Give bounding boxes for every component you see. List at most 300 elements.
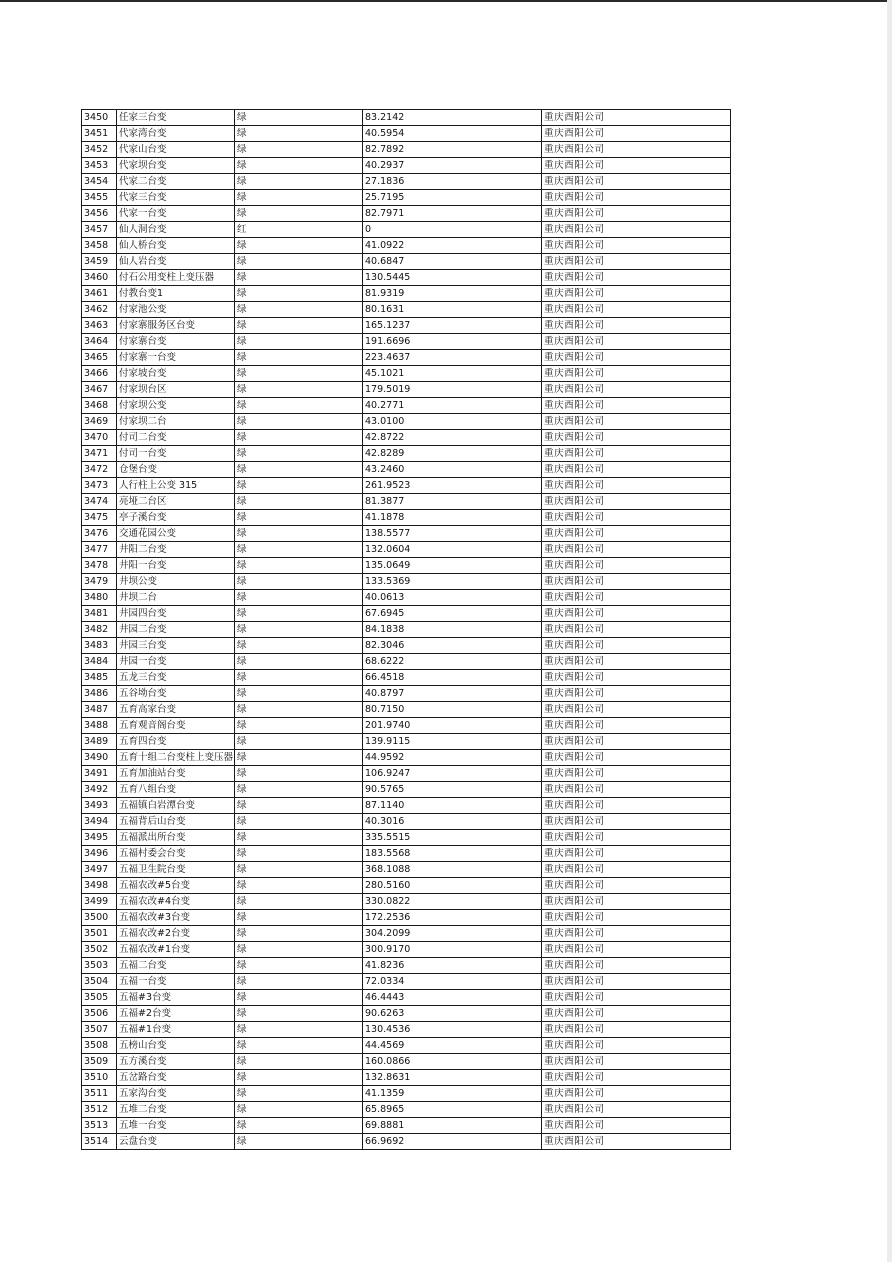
row-id-cell: 3503 — [82, 958, 117, 974]
company-cell: 重庆酉阳公司 — [542, 590, 731, 606]
value-cell: 87.1140 — [363, 798, 542, 814]
table-row — [82, 1038, 731, 1054]
transformer-name-cell: 代家三台变 — [117, 190, 235, 206]
row-id-cell: 3500 — [82, 910, 117, 926]
table-row — [82, 766, 731, 782]
row-id-cell: 3461 — [82, 286, 117, 302]
table-row — [82, 414, 731, 430]
value-cell: 135.0649 — [363, 558, 542, 574]
row-id-cell: 3472 — [82, 462, 117, 478]
transformer-name-cell: 五福一台变 — [117, 974, 235, 990]
table-row — [82, 862, 731, 878]
table-row — [82, 206, 731, 222]
value-cell: 42.8289 — [363, 446, 542, 462]
value-cell: 40.6847 — [363, 254, 542, 270]
value-cell: 66.4518 — [363, 670, 542, 686]
row-id-cell: 3479 — [82, 574, 117, 590]
transformer-name-cell: 五龙三台变 — [117, 670, 235, 686]
row-id-cell: 3451 — [82, 126, 117, 142]
table-row — [82, 670, 731, 686]
value-cell: 81.9319 — [363, 286, 542, 302]
status-color-cell: 绿 — [235, 206, 363, 222]
transformer-name-cell: 五育加油站台变 — [117, 766, 235, 782]
value-cell: 130.4536 — [363, 1022, 542, 1038]
status-color-cell: 绿 — [235, 558, 363, 574]
status-color-cell: 绿 — [235, 894, 363, 910]
transformer-name-cell: 五谷坳台变 — [117, 686, 235, 702]
row-id-cell: 3462 — [82, 302, 117, 318]
table-row — [82, 334, 731, 350]
company-cell: 重庆酉阳公司 — [542, 958, 731, 974]
status-color-cell: 绿 — [235, 686, 363, 702]
status-color-cell: 绿 — [235, 398, 363, 414]
company-cell: 重庆酉阳公司 — [542, 1022, 731, 1038]
status-color-cell: 绿 — [235, 702, 363, 718]
table-row — [82, 318, 731, 334]
table-row — [82, 238, 731, 254]
transformer-name-cell: 五堆一台变 — [117, 1118, 235, 1134]
status-color-cell: 绿 — [235, 510, 363, 526]
status-color-cell: 绿 — [235, 1070, 363, 1086]
table-row — [82, 702, 731, 718]
company-cell: 重庆酉阳公司 — [542, 526, 731, 542]
company-cell: 重庆酉阳公司 — [542, 462, 731, 478]
transformer-name-cell: 井园三台变 — [117, 638, 235, 654]
company-cell: 重庆酉阳公司 — [542, 110, 731, 126]
row-id-cell: 3510 — [82, 1070, 117, 1086]
value-cell: 0 — [363, 222, 542, 238]
value-cell: 40.0613 — [363, 590, 542, 606]
status-color-cell: 绿 — [235, 942, 363, 958]
value-cell: 160.0866 — [363, 1054, 542, 1070]
transformer-name-cell: 井园二台变 — [117, 622, 235, 638]
status-color-cell: 绿 — [235, 542, 363, 558]
value-cell: 83.2142 — [363, 110, 542, 126]
table-row — [82, 798, 731, 814]
status-color-cell: 绿 — [235, 1006, 363, 1022]
transformer-name-cell: 仙人桥台变 — [117, 238, 235, 254]
company-cell: 重庆酉阳公司 — [542, 1054, 731, 1070]
value-cell: 90.5765 — [363, 782, 542, 798]
table-row — [82, 958, 731, 974]
company-cell: 重庆酉阳公司 — [542, 142, 731, 158]
table-row — [82, 174, 731, 190]
transformer-name-cell: 五福二台变 — [117, 958, 235, 974]
transformer-name-cell: 五福农改#2台变 — [117, 926, 235, 942]
row-id-cell: 3454 — [82, 174, 117, 190]
value-cell: 68.6222 — [363, 654, 542, 670]
row-id-cell: 3484 — [82, 654, 117, 670]
row-id-cell: 3490 — [82, 750, 117, 766]
company-cell: 重庆酉阳公司 — [542, 558, 731, 574]
transformer-name-cell: 井坝二台 — [117, 590, 235, 606]
table-row — [82, 526, 731, 542]
transformer-name-cell: 付家寨一台变 — [117, 350, 235, 366]
transformer-name-cell: 五育十组二台变柱上变压器 — [117, 750, 235, 766]
value-cell: 280.5160 — [363, 878, 542, 894]
company-cell: 重庆酉阳公司 — [542, 1038, 731, 1054]
table-row — [82, 142, 731, 158]
value-cell: 40.8797 — [363, 686, 542, 702]
table-body — [82, 110, 731, 1150]
transformer-name-cell: 五福派出所台变 — [117, 830, 235, 846]
value-cell: 41.1359 — [363, 1086, 542, 1102]
transformer-name-cell: 代家一台变 — [117, 206, 235, 222]
transformer-name-cell: 亮垭二台区 — [117, 494, 235, 510]
row-id-cell: 3491 — [82, 766, 117, 782]
status-color-cell: 绿 — [235, 1102, 363, 1118]
transformer-name-cell: 付司二台变 — [117, 430, 235, 446]
company-cell: 重庆酉阳公司 — [542, 382, 731, 398]
company-cell: 重庆酉阳公司 — [542, 942, 731, 958]
company-cell: 重庆酉阳公司 — [542, 542, 731, 558]
row-id-cell: 3460 — [82, 270, 117, 286]
company-cell: 重庆酉阳公司 — [542, 1070, 731, 1086]
row-id-cell: 3450 — [82, 110, 117, 126]
row-id-cell: 3482 — [82, 622, 117, 638]
company-cell: 重庆酉阳公司 — [542, 670, 731, 686]
row-id-cell: 3485 — [82, 670, 117, 686]
value-cell: 300.9170 — [363, 942, 542, 958]
row-id-cell: 3498 — [82, 878, 117, 894]
status-color-cell: 绿 — [235, 302, 363, 318]
status-color-cell: 绿 — [235, 638, 363, 654]
row-id-cell: 3508 — [82, 1038, 117, 1054]
company-cell: 重庆酉阳公司 — [542, 398, 731, 414]
transformer-name-cell: 付家坝二台 — [117, 414, 235, 430]
transformer-name-cell: 五福农改#4台变 — [117, 894, 235, 910]
status-color-cell: 绿 — [235, 366, 363, 382]
transformer-name-cell: 任家三台变 — [117, 110, 235, 126]
transformer-name-cell: 五福镇白岩潭台变 — [117, 798, 235, 814]
company-cell: 重庆酉阳公司 — [542, 318, 731, 334]
value-cell: 261.9523 — [363, 478, 542, 494]
row-id-cell: 3475 — [82, 510, 117, 526]
table-row — [82, 878, 731, 894]
status-color-cell: 绿 — [235, 958, 363, 974]
table-row — [82, 590, 731, 606]
table-row — [82, 1102, 731, 1118]
row-id-cell: 3512 — [82, 1102, 117, 1118]
table-row — [82, 654, 731, 670]
status-color-cell: 绿 — [235, 622, 363, 638]
status-color-cell: 绿 — [235, 830, 363, 846]
value-cell: 183.5568 — [363, 846, 542, 862]
company-cell: 重庆酉阳公司 — [542, 270, 731, 286]
row-id-cell: 3468 — [82, 398, 117, 414]
row-id-cell: 3492 — [82, 782, 117, 798]
table-row — [82, 910, 731, 926]
value-cell: 304.2099 — [363, 926, 542, 942]
table-row — [82, 990, 731, 1006]
company-cell: 重庆酉阳公司 — [542, 702, 731, 718]
table-row — [82, 478, 731, 494]
transformer-name-cell: 井坝公变 — [117, 574, 235, 590]
table-row — [82, 350, 731, 366]
value-cell: 66.9692 — [363, 1134, 542, 1150]
table-row — [82, 1054, 731, 1070]
status-color-cell: 绿 — [235, 238, 363, 254]
value-cell: 72.0334 — [363, 974, 542, 990]
status-color-cell: 绿 — [235, 1134, 363, 1150]
table-row — [82, 126, 731, 142]
company-cell: 重庆酉阳公司 — [542, 1134, 731, 1150]
transformer-name-cell: 付司一台变 — [117, 446, 235, 462]
transformer-name-cell: 五福卫生院台变 — [117, 862, 235, 878]
row-id-cell: 3473 — [82, 478, 117, 494]
value-cell: 42.8722 — [363, 430, 542, 446]
transformer-name-cell: 五育高家台变 — [117, 702, 235, 718]
transformer-name-cell: 五家沟台变 — [117, 1086, 235, 1102]
row-id-cell: 3452 — [82, 142, 117, 158]
row-id-cell: 3469 — [82, 414, 117, 430]
table-row — [82, 622, 731, 638]
row-id-cell: 3471 — [82, 446, 117, 462]
status-color-cell: 绿 — [235, 286, 363, 302]
company-cell: 重庆酉阳公司 — [542, 574, 731, 590]
value-cell: 40.5954 — [363, 126, 542, 142]
company-cell: 重庆酉阳公司 — [542, 302, 731, 318]
company-cell: 重庆酉阳公司 — [542, 654, 731, 670]
status-color-cell: 红 — [235, 222, 363, 238]
value-cell: 81.3877 — [363, 494, 542, 510]
row-id-cell: 3476 — [82, 526, 117, 542]
value-cell: 201.9740 — [363, 718, 542, 734]
company-cell: 重庆酉阳公司 — [542, 814, 731, 830]
row-id-cell: 3456 — [82, 206, 117, 222]
company-cell: 重庆酉阳公司 — [542, 350, 731, 366]
table-row — [82, 382, 731, 398]
table-row — [82, 926, 731, 942]
transformer-name-cell: 五榜山台变 — [117, 1038, 235, 1054]
company-cell: 重庆酉阳公司 — [542, 974, 731, 990]
transformer-name-cell: 代家湾台变 — [117, 126, 235, 142]
company-cell: 重庆酉阳公司 — [542, 718, 731, 734]
company-cell: 重庆酉阳公司 — [542, 158, 731, 174]
table-row — [82, 542, 731, 558]
table-row — [82, 158, 731, 174]
company-cell: 重庆酉阳公司 — [542, 734, 731, 750]
table-row — [82, 222, 731, 238]
table-row — [82, 782, 731, 798]
value-cell: 41.1878 — [363, 510, 542, 526]
row-id-cell: 3457 — [82, 222, 117, 238]
table-row — [82, 734, 731, 750]
company-cell: 重庆酉阳公司 — [542, 334, 731, 350]
transformer-name-cell: 五育四台变 — [117, 734, 235, 750]
row-id-cell: 3513 — [82, 1118, 117, 1134]
row-id-cell: 3458 — [82, 238, 117, 254]
value-cell: 80.7150 — [363, 702, 542, 718]
transformer-name-cell: 交通花园公变 — [117, 526, 235, 542]
status-color-cell: 绿 — [235, 142, 363, 158]
status-color-cell: 绿 — [235, 862, 363, 878]
company-cell: 重庆酉阳公司 — [542, 222, 731, 238]
transformer-name-cell: 付家坡台变 — [117, 366, 235, 382]
table-row — [82, 894, 731, 910]
status-color-cell: 绿 — [235, 846, 363, 862]
row-id-cell: 3506 — [82, 1006, 117, 1022]
table-row — [82, 638, 731, 654]
value-cell: 191.6696 — [363, 334, 542, 350]
value-cell: 65.8965 — [363, 1102, 542, 1118]
transformer-name-cell: 云盘台变 — [117, 1134, 235, 1150]
row-id-cell: 3483 — [82, 638, 117, 654]
transformer-name-cell: 五福农改#1台变 — [117, 942, 235, 958]
row-id-cell: 3514 — [82, 1134, 117, 1150]
table-row — [82, 254, 731, 270]
table-row — [82, 110, 731, 126]
transformer-name-cell: 五福村委会台变 — [117, 846, 235, 862]
row-id-cell: 3499 — [82, 894, 117, 910]
value-cell: 179.5019 — [363, 382, 542, 398]
company-cell: 重庆酉阳公司 — [542, 830, 731, 846]
status-color-cell: 绿 — [235, 462, 363, 478]
company-cell: 重庆酉阳公司 — [542, 878, 731, 894]
status-color-cell: 绿 — [235, 318, 363, 334]
table-row — [82, 718, 731, 734]
company-cell: 重庆酉阳公司 — [542, 606, 731, 622]
company-cell: 重庆酉阳公司 — [542, 126, 731, 142]
transformer-name-cell: 代家二台变 — [117, 174, 235, 190]
value-cell: 82.7892 — [363, 142, 542, 158]
status-color-cell: 绿 — [235, 110, 363, 126]
status-color-cell: 绿 — [235, 334, 363, 350]
company-cell: 重庆酉阳公司 — [542, 622, 731, 638]
status-color-cell: 绿 — [235, 590, 363, 606]
value-cell: 368.1088 — [363, 862, 542, 878]
table-row — [82, 398, 731, 414]
table-row — [82, 1022, 731, 1038]
status-color-cell: 绿 — [235, 734, 363, 750]
value-cell: 106.9247 — [363, 766, 542, 782]
row-id-cell: 3496 — [82, 846, 117, 862]
table-row — [82, 846, 731, 862]
status-color-cell: 绿 — [235, 126, 363, 142]
value-cell: 82.7971 — [363, 206, 542, 222]
transformer-table — [81, 109, 731, 1150]
row-id-cell: 3466 — [82, 366, 117, 382]
table-row — [82, 750, 731, 766]
row-id-cell: 3488 — [82, 718, 117, 734]
value-cell: 330.0822 — [363, 894, 542, 910]
status-color-cell: 绿 — [235, 606, 363, 622]
table-row — [82, 606, 731, 622]
row-id-cell: 3474 — [82, 494, 117, 510]
transformer-name-cell: 付家寨台变 — [117, 334, 235, 350]
company-cell: 重庆酉阳公司 — [542, 894, 731, 910]
value-cell: 130.5445 — [363, 270, 542, 286]
status-color-cell: 绿 — [235, 654, 363, 670]
transformer-name-cell: 井园四台变 — [117, 606, 235, 622]
company-cell: 重庆酉阳公司 — [542, 366, 731, 382]
status-color-cell: 绿 — [235, 926, 363, 942]
transformer-name-cell: 仓堡台变 — [117, 462, 235, 478]
row-id-cell: 3481 — [82, 606, 117, 622]
value-cell: 40.2771 — [363, 398, 542, 414]
row-id-cell: 3502 — [82, 942, 117, 958]
status-color-cell: 绿 — [235, 990, 363, 1006]
status-color-cell: 绿 — [235, 878, 363, 894]
status-color-cell: 绿 — [235, 910, 363, 926]
table-row — [82, 1006, 731, 1022]
value-cell: 82.3046 — [363, 638, 542, 654]
status-color-cell: 绿 — [235, 750, 363, 766]
company-cell: 重庆酉阳公司 — [542, 1102, 731, 1118]
company-cell: 重庆酉阳公司 — [542, 494, 731, 510]
row-id-cell: 3507 — [82, 1022, 117, 1038]
row-id-cell: 3495 — [82, 830, 117, 846]
value-cell: 27.1836 — [363, 174, 542, 190]
table-row — [82, 1134, 731, 1150]
table-row — [82, 974, 731, 990]
value-cell: 41.8236 — [363, 958, 542, 974]
company-cell: 重庆酉阳公司 — [542, 1118, 731, 1134]
table-row — [82, 270, 731, 286]
status-color-cell: 绿 — [235, 1118, 363, 1134]
status-color-cell: 绿 — [235, 1054, 363, 1070]
company-cell: 重庆酉阳公司 — [542, 910, 731, 926]
value-cell: 139.9115 — [363, 734, 542, 750]
row-id-cell: 3487 — [82, 702, 117, 718]
company-cell: 重庆酉阳公司 — [542, 782, 731, 798]
table-row — [82, 814, 731, 830]
transformer-name-cell: 五福背后山台变 — [117, 814, 235, 830]
transformer-name-cell: 井阳一台变 — [117, 558, 235, 574]
transformer-name-cell: 井阳二台变 — [117, 542, 235, 558]
transformer-name-cell: 付家池公变 — [117, 302, 235, 318]
table-row — [82, 1086, 731, 1102]
value-cell: 43.2460 — [363, 462, 542, 478]
transformer-name-cell: 五福#1台变 — [117, 1022, 235, 1038]
table-row — [82, 686, 731, 702]
value-cell: 165.1237 — [363, 318, 542, 334]
value-cell: 45.1021 — [363, 366, 542, 382]
table-row — [82, 830, 731, 846]
company-cell: 重庆酉阳公司 — [542, 206, 731, 222]
company-cell: 重庆酉阳公司 — [542, 510, 731, 526]
value-cell: 25.7195 — [363, 190, 542, 206]
row-id-cell: 3509 — [82, 1054, 117, 1070]
value-cell: 67.6945 — [363, 606, 542, 622]
row-id-cell: 3464 — [82, 334, 117, 350]
company-cell: 重庆酉阳公司 — [542, 174, 731, 190]
company-cell: 重庆酉阳公司 — [542, 446, 731, 462]
transformer-name-cell: 代家山台变 — [117, 142, 235, 158]
status-color-cell: 绿 — [235, 494, 363, 510]
row-id-cell: 3493 — [82, 798, 117, 814]
value-cell: 172.2536 — [363, 910, 542, 926]
row-id-cell: 3455 — [82, 190, 117, 206]
value-cell: 41.0922 — [363, 238, 542, 254]
row-id-cell: 3497 — [82, 862, 117, 878]
value-cell: 132.0604 — [363, 542, 542, 558]
table-row — [82, 574, 731, 590]
transformer-name-cell: 亭子溪台变 — [117, 510, 235, 526]
transformer-name-cell: 代家坝台变 — [117, 158, 235, 174]
transformer-name-cell: 五福#3台变 — [117, 990, 235, 1006]
table-row — [82, 558, 731, 574]
company-cell: 重庆酉阳公司 — [542, 1086, 731, 1102]
value-cell: 90.6263 — [363, 1006, 542, 1022]
company-cell: 重庆酉阳公司 — [542, 254, 731, 270]
company-cell: 重庆酉阳公司 — [542, 478, 731, 494]
status-color-cell: 绿 — [235, 974, 363, 990]
row-id-cell: 3465 — [82, 350, 117, 366]
value-cell: 132.8631 — [363, 1070, 542, 1086]
status-color-cell: 绿 — [235, 798, 363, 814]
transformer-name-cell: 付石公用变柱上变压器 — [117, 270, 235, 286]
